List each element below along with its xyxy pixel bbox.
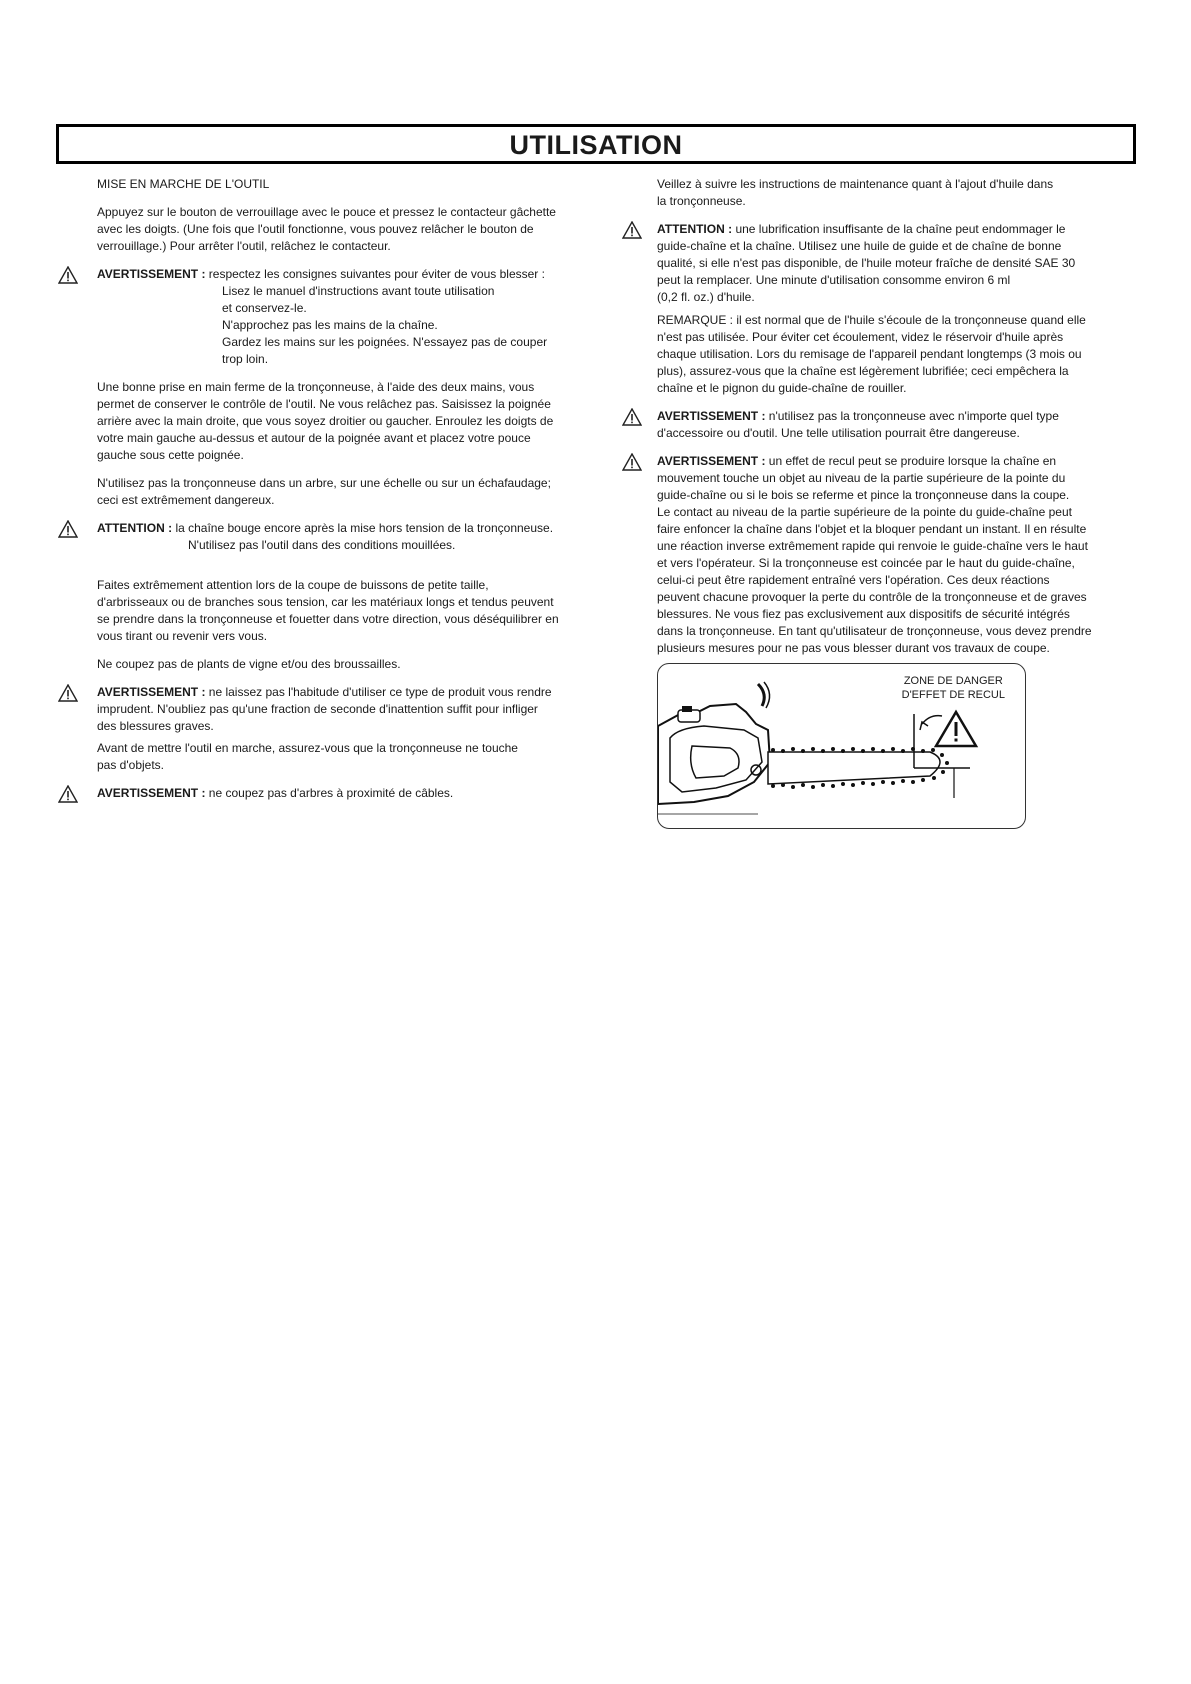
start-paragraph: Appuyez sur le bouton de verrouillage avec le pouce et pressez le contacteur gâchette avec les doigts. (Une fois que l'outil fonctionne, vous pouvez relâcher le bouton de verrouillage.) Pour arrêter l'outil, relâchez le contacteur.	[97, 205, 556, 253]
objects-paragraph: Avant de mettre l'outil en marche, assurez-vous que la tronçonneuse ne touche pas d'objets.	[97, 741, 518, 772]
warning-triangle-icon	[622, 221, 642, 239]
warning-triangle-icon	[58, 520, 78, 538]
warning-injury: AVERTISSEMENT : respectez les consignes suivantes pour éviter de vous blesser : Lisez le manuel d'instructions avant toute utilisation et conservez-le. N'approchez pas les mains de la chaîne. Gardez les mains sur les poignées. N'essayez pas de couper trop loin.	[56, 266, 604, 368]
warning-triangle-icon	[58, 684, 78, 702]
tree-paragraph: N'utilisez pas la tronçonneuse dans un arbre, sur une échelle ou sur un échafaudage; ceci est extrêmement dangereux.	[97, 476, 551, 507]
grip-paragraph: Une bonne prise en main ferme de la tronçonneuse, à l'aide des deux mains, vous permet de conserver le contrôle de l'outil. Ne vous relâchez pas. Saisissez la poignée arrière avec la main droite, que vous soyez droitier ou gaucher. Enroulez les doigts de votre main gauche au-dessus et autour de la poignée avant et placez votre pouce gauche sous cette poignée.	[97, 380, 554, 462]
vine-paragraph: Ne coupez pas de plants de vigne et/ou des broussailles.	[97, 657, 401, 671]
warning-cables: AVERTISSEMENT : ne coupez pas d'arbres à proximité de câbles.	[56, 785, 604, 802]
warning-triangle-icon	[622, 408, 642, 426]
remark-paragraph: REMARQUE : il est normal que de l'huile s'écoule de la tronçonneuse quand elle n'est pas utilisée. Pour éviter cet écoulement, videz le réservoir d'huile après chaque utilisation. Lors du remisage de l'appareil pendant longtemps (3 mois ou plus), assurez-vous que la chaîne est légèrement lubrifiée; ceci empêchera la chaîne et le pignon du guide-chaîne de rouiller.	[657, 313, 1086, 395]
kickback-zone-label: ZONE DE DANGER D'EFFET DE RECUL	[901, 675, 1005, 701]
kickback-figure	[657, 663, 1026, 829]
warning-habit: AVERTISSEMENT : ne laissez pas l'habitude d'utiliser ce type de produit vous rendre imprudent. N'oubliez pas qu'une fraction de seconde d'inattention suffit pour infliger des blessures graves.	[56, 684, 604, 735]
section-heading: MISE EN MARCHE DE L'OUTIL	[97, 177, 270, 191]
attention-chain-moving: ATTENTION : la chaîne bouge encore après la mise hors tension de la tronçonneuse. N'utilisez pas l'outil dans des conditions mouillées.	[56, 520, 604, 554]
right-column	[620, 176, 1140, 829]
warning-triangle-icon	[58, 266, 78, 284]
warning-triangle-icon	[622, 453, 642, 471]
warning-triangle-icon	[58, 785, 78, 803]
title-banner	[56, 124, 1136, 164]
warning-kickback: AVERTISSEMENT : un effet de recul peut se produire lorsque la chaîne en mouvement touche un objet au niveau de la partie supérieure de la pointe du guide-chaîne ou si le bois se referme et pince la tronçonneuse dans la coupe. Le contact au niveau de la partie supérieure de la pointe du guide-chaîne peut faire enfoncer la chaîne dans l'objet et la bloquer pendant un instant. Il en résulte une réaction inverse extrêmement rapide qui renvoie le guide-chaîne vers le haut et vers l'opérateur. Si la tronçonneuse est coincée par le haut du guide-chaîne, celui-ci peut être rapidement entraîné vers l'opération. Ces deux réactions peuvent chacune provoquer la perte du contrôle de la tronçonneuse et de graves blessures. Ne vous fiez pas exclusivement aux dispositifs de sécurité intégrés dans la tronçonneuse. En tant qu'utilisateur de tronçonneuse, vous devez prendre plusieurs mesures pour ne pas vous blesser durant vos travaux de coupe.	[620, 453, 1140, 657]
page-title: UTILISATION	[509, 130, 683, 160]
oil-paragraph: Veillez à suivre les instructions de maintenance quant à l'ajout d'huile dans la tronçonneuse.	[657, 177, 1054, 208]
warning-accessories: AVERTISSEMENT : n'utilisez pas la tronçonneuse avec n'importe quel type d'accessoire ou d'outil. Une telle utilisation pourrait être dangereuse.	[620, 408, 1140, 442]
attention-lubrication: ATTENTION : une lubrification insuffisante de la chaîne peut endommager le guide-chaîne et la chaîne. Utilisez une huile de guide et de chaîne de bonne qualité, si elle n'est pas disponible, de l'huile moteur fraîche de densité SAE 30 peut la remplacer. Une minute d'utilisation consomme environ 6 ml (0,2 fl. oz.) d'huile.	[620, 221, 1140, 306]
bush-paragraph: Faites extrêmement attention lors de la coupe de buissons de petite taille, d'arbrisseaux ou de branches sous tension, car les matériaux longs et tendus peuvent se prendre dans la tronçonneuse et fouetter dans votre direction, vous déséquilibrer en vous tirant ou revenir vers vous.	[97, 578, 559, 643]
left-column	[56, 176, 604, 802]
